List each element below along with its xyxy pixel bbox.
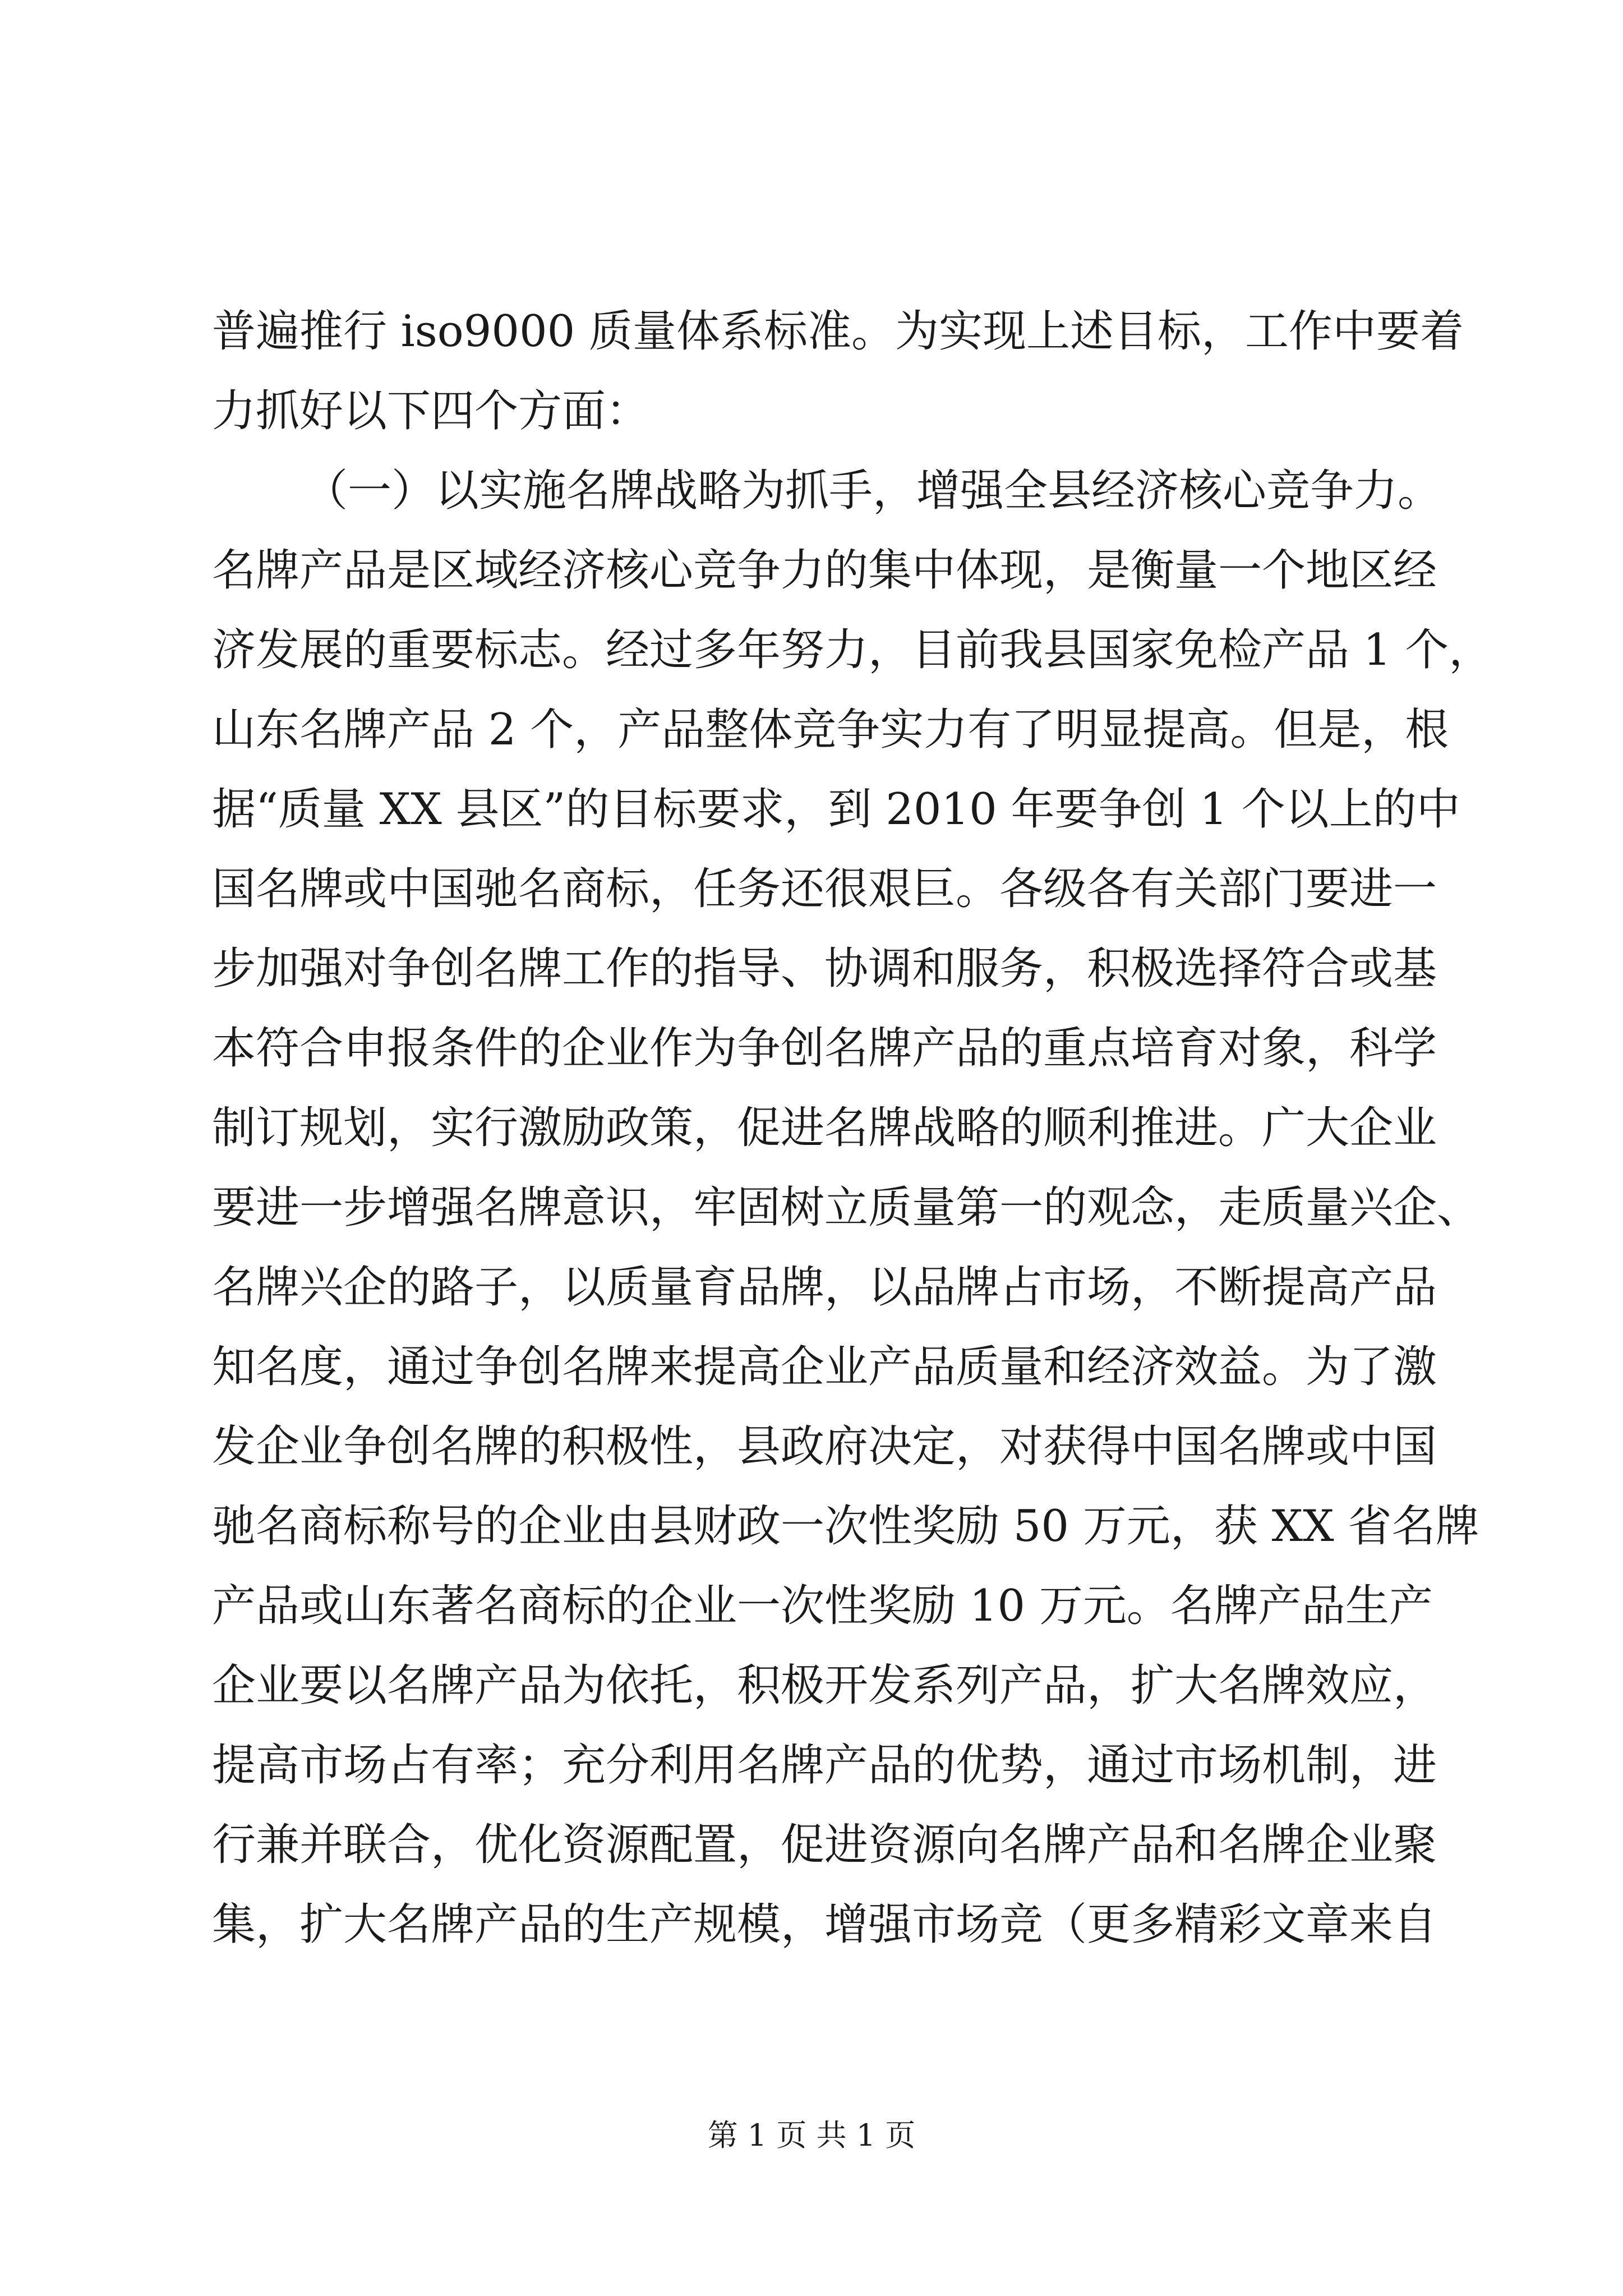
text-line: 要进一步增强名牌意识，牢固树立质量第一的观念，走质量兴企、 <box>212 1182 1481 1233</box>
text-line: 本符合申报条件的企业作为争创名牌产品的重点培育对象，科学 <box>212 1023 1437 1074</box>
text-line: 提高市场占有率；充分利用名牌产品的优势，通过市场机制，进 <box>212 1740 1437 1791</box>
text-line: 普遍推行 iso9000 质量体系标准。为实现上述目标，工作中要着 <box>212 306 1464 357</box>
text-line: 驰名商标称号的企业由县财政一次性奖励 50 万元，获 XX 省名牌 <box>212 1501 1479 1552</box>
text-line: 据“质量 XX 县区”的目标要求，到 2010 年要争创 1 个以上的中 <box>212 784 1460 835</box>
text-line: 知名度，通过争创名牌来提高企业产品质量和经济效益。为了激 <box>212 1342 1437 1392</box>
text-line: 国名牌或中国驰名商标，任务还很艰巨。各级各有关部门要进一 <box>212 864 1437 914</box>
text-line: 制订规划，实行激励政策，促进名牌战略的顺利推进。广大企业 <box>212 1103 1437 1153</box>
text-line: 名牌兴企的路子，以质量育品牌，以品牌占市场，不断提高产品 <box>212 1262 1437 1313</box>
body-text <box>212 292 1493 1964</box>
text-line: 企业要以名牌产品为依托，积极开发系列产品，扩大名牌效应， <box>212 1660 1437 1711</box>
text-line: 名牌产品是区域经济核心竞争力的集中体现，是衡量一个地区经 <box>212 545 1437 596</box>
text-line: 产品或山东著名商标的企业一次性奖励 10 万元。名牌产品生产 <box>212 1581 1433 1631</box>
text-line: 步加强对争创名牌工作的指导、协调和服务，积极选择符合或基 <box>212 944 1437 994</box>
text-line: 济发展的重要标志。经过多年努力，目前我县国家免检产品 1 个， <box>212 625 1493 675</box>
text-line: 山东名牌产品 2 个，产品整体竞争实力有了明显提高。但是，根 <box>212 705 1449 755</box>
text-line: 集，扩大名牌产品的生产规模，增强市场竞（更多精彩文章来自 <box>212 1899 1437 1950</box>
page-number-label: 第 1 页 共 1 页 <box>707 2118 916 2153</box>
text-line: 发企业争创名牌的积极性，县政府决定，对获得中国名牌或中国 <box>212 1421 1437 1472</box>
section-heading-line: （一）以实施名牌战略为抓手，增强全县经济核心竞争力。 <box>304 466 1442 516</box>
text-line: 行兼并联合，优化资源配置，促进资源向名牌产品和名牌企业聚 <box>212 1820 1437 1870</box>
page-footer <box>0 2116 1623 2155</box>
text-line: 力抓好以下四个方面： <box>212 386 650 436</box>
